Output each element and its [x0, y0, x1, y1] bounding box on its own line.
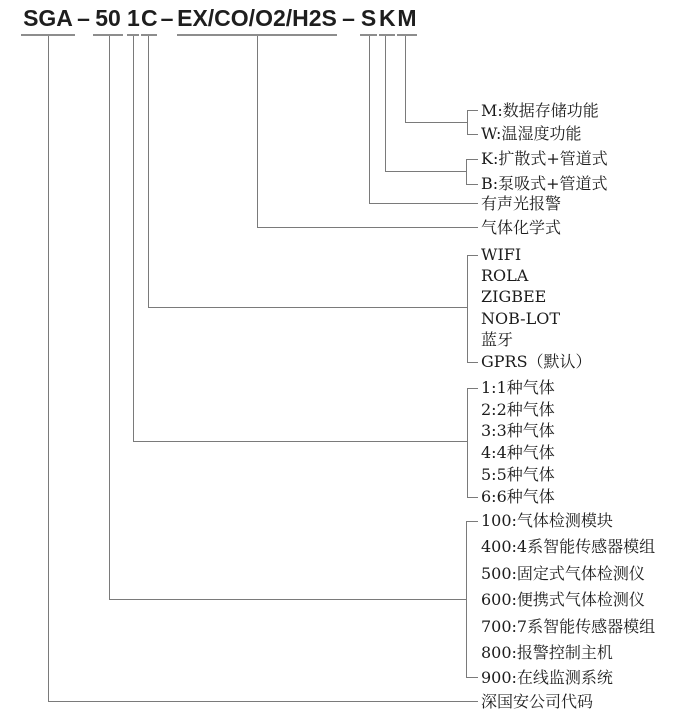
connector-series-horizontal — [109, 599, 466, 600]
connector-mw-vertical — [405, 36, 406, 123]
label-series-800: 800:报警控制主机 — [481, 643, 613, 662]
label-series-500: 500:固定式气体检测仪 — [481, 564, 645, 583]
connector-alarm-horizontal — [369, 203, 478, 204]
model-segment-gases: EX/CO/O2/H2S — [177, 5, 337, 36]
label-series-400: 400:4系智能传感器模组 — [481, 537, 656, 556]
label-series-100: 100:气体检测模块 — [481, 511, 613, 530]
model-segment-sga: SGA — [21, 5, 75, 36]
bracket-gascount-tick-top — [467, 388, 478, 389]
bracket-mw — [467, 110, 468, 135]
label-gas-count-1: 1:1种气体 — [481, 378, 555, 397]
connector-sga-vertical — [48, 36, 49, 702]
bracket-kb-tick-top — [466, 159, 478, 160]
label-series-600: 600:便携式气体检测仪 — [481, 590, 645, 609]
model-segment-1: 1 — [127, 5, 139, 36]
label-m-data-storage: M:数据存储功能 — [481, 101, 599, 120]
connector-formula-vertical — [257, 36, 258, 227]
connector-sga-horizontal — [48, 701, 478, 702]
connector-kb-vertical — [385, 36, 386, 172]
bracket-gascount-tick-bottom — [467, 497, 478, 498]
connector-kb-horizontal — [385, 171, 466, 172]
label-comm-nob-lot: NOB-LOT — [481, 309, 560, 328]
label-w-temp-humidity: W:温湿度功能 — [481, 124, 582, 143]
label-gas-count-4: 4:4种气体 — [481, 443, 555, 462]
label-gas-count-6: 6:6种气体 — [481, 487, 555, 506]
connector-comms-horizontal — [148, 307, 467, 308]
label-comm-wifi: WIFI — [481, 245, 522, 264]
connector-gascount-horizontal — [133, 441, 467, 442]
connector-mw-horizontal — [405, 122, 467, 123]
label-gas-count-3: 3:3种气体 — [481, 421, 555, 440]
model-segment-s: S — [360, 5, 377, 36]
bracket-comms-tick-top — [467, 255, 478, 256]
bracket-series — [466, 521, 467, 678]
label-sound-light-alarm: 有声光报警 — [481, 194, 562, 213]
connector-series-vertical — [109, 36, 110, 599]
label-b-pump: B:泵吸式+管道式 — [481, 174, 608, 193]
label-comm-zigbee: ZIGBEE — [481, 287, 547, 306]
connector-gascount-vertical — [133, 36, 134, 442]
connector-formula-horizontal — [257, 227, 478, 228]
bracket-kb-tick-bottom — [466, 184, 478, 185]
bracket-series-tick-bottom — [466, 677, 478, 678]
label-gas-count-2: 2:2种气体 — [481, 400, 555, 419]
model-segment-k: K — [379, 5, 395, 36]
dash-separator: – — [160, 5, 174, 31]
bracket-kb — [466, 159, 467, 185]
bracket-comms — [467, 255, 468, 363]
model-segment-m: M — [397, 5, 417, 36]
label-gas-formula: 气体化学式 — [481, 218, 562, 237]
connector-comms-vertical — [148, 36, 149, 308]
bracket-series-tick-top — [466, 521, 478, 522]
label-comm-gprs-default: GPRS（默认） — [481, 352, 592, 371]
label-company-code: 深国安公司代码 — [481, 692, 594, 711]
bracket-mw-tick-bottom — [467, 134, 478, 135]
label-k-diffusion: K:扩散式+管道式 — [481, 149, 608, 168]
dash-separator: – — [77, 5, 90, 31]
bracket-gascount — [467, 388, 468, 498]
label-series-900: 900:在线监测系统 — [481, 668, 613, 687]
label-gas-count-5: 5:5种气体 — [481, 465, 555, 484]
connector-alarm-vertical — [369, 36, 370, 204]
model-segment-c: C — [141, 5, 157, 36]
label-series-700: 700:7系智能传感器模组 — [481, 617, 656, 636]
label-comm-rola: ROLA — [481, 266, 529, 285]
bracket-comms-tick-bottom — [467, 362, 478, 363]
dash-separator: – — [342, 5, 355, 31]
label-comm-bluetooth: 蓝牙 — [481, 330, 514, 349]
bracket-mw-tick-top — [467, 110, 478, 111]
model-segment-50: 50 — [93, 5, 123, 36]
